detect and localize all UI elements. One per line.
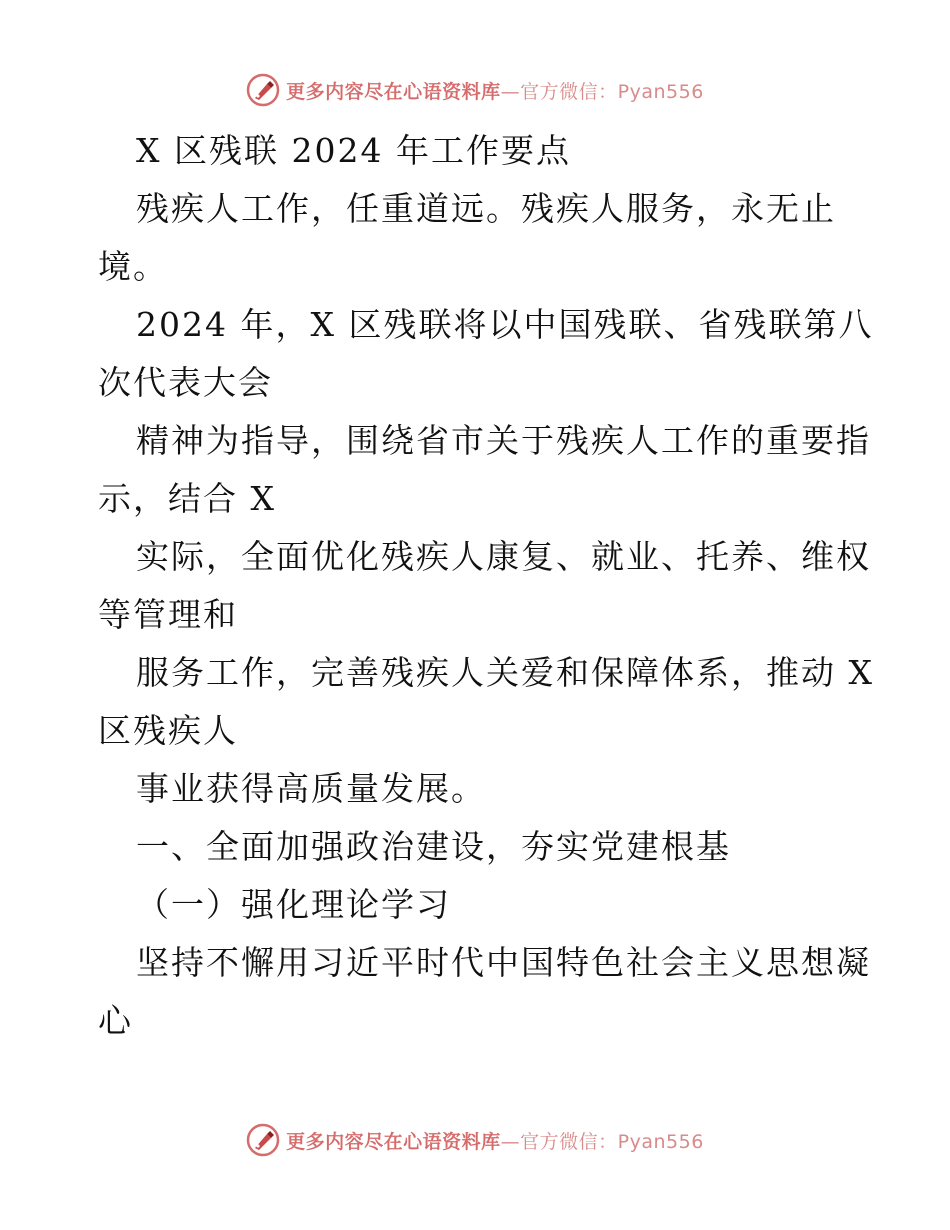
watermark-text (286, 1127, 704, 1154)
watermark-group (246, 1123, 704, 1157)
pen-nib-logo-icon (246, 1123, 280, 1157)
watermark-brand: 更多内容尽在心语资料库 (286, 80, 501, 103)
paragraph-line: 事业获得高质量发展。 (136, 769, 486, 808)
watermark-suffix: 官方微信：Pyan556 (520, 80, 704, 103)
paragraph-line: 实际，全面优化残疾人康复、就业、托养、维权 (136, 537, 871, 576)
watermark-suffix: 官方微信：Pyan556 (520, 1130, 704, 1153)
paragraph-line: 心 (98, 1001, 133, 1040)
document-title: X 区残联 2024 年工作要点 (136, 131, 571, 170)
paragraph-line: 等管理和 (98, 595, 238, 634)
watermark-brand: 更多内容尽在心语资料库 (286, 1130, 501, 1153)
watermark-text (286, 77, 704, 104)
watermark-group (246, 73, 704, 107)
footer-watermark-banner (0, 1120, 950, 1160)
paragraph-line: 次代表大会 (98, 363, 273, 402)
watermark-dash: — (500, 80, 521, 103)
paragraph-line: 精神为指导，围绕省市关于残疾人工作的重要指 (136, 421, 871, 460)
paragraph-line: 示，结合 X (98, 479, 276, 518)
paragraph-line: 服务工作，完善残疾人关爱和保障体系，推动 X (136, 653, 874, 692)
paragraph-line: 坚持不懈用习近平时代中国特色社会主义思想凝 (136, 943, 871, 982)
paragraph-line: 残疾人工作，任重道远。残疾人服务，永无止 (136, 189, 836, 228)
watermark-dash: — (500, 1130, 521, 1153)
document-body (98, 122, 874, 1050)
subsection-heading: （一）强化理论学习 (136, 885, 451, 924)
paragraph-line: 2024 年，X 区残联将以中国残联、省残联第八 (136, 305, 874, 344)
paragraph-line: 境。 (98, 247, 168, 286)
section-heading: 一、全面加强政治建设，夯实党建根基 (136, 827, 731, 866)
pen-nib-logo-icon (246, 73, 280, 107)
paragraph-line: 区残疾人 (98, 711, 238, 750)
header-watermark-banner (0, 70, 950, 110)
